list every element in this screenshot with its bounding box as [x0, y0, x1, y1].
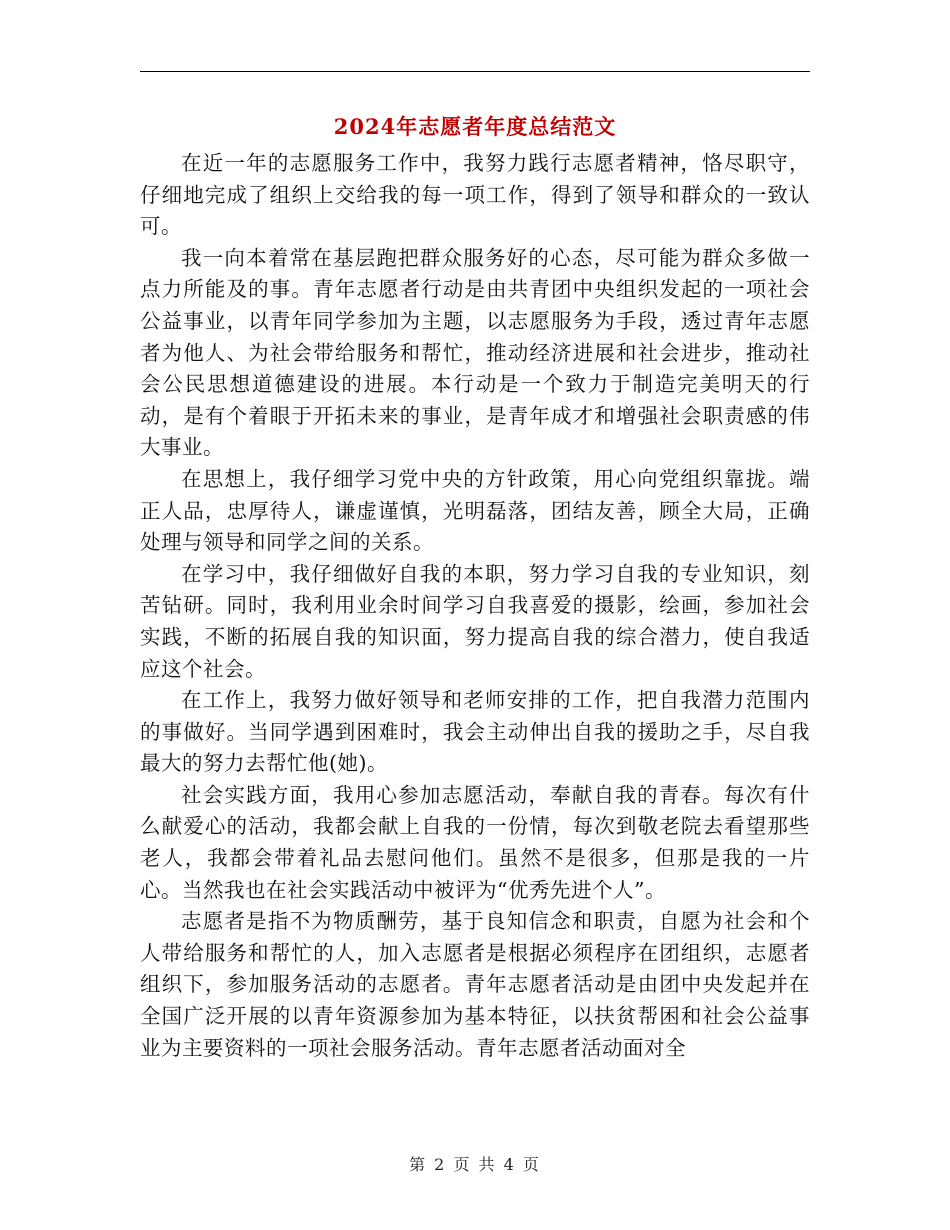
header-rule — [140, 71, 810, 72]
document-body — [140, 148, 810, 1064]
paragraph: 在学习中，我仔细做好自我的本职，努力学习自我的专业知识，刻苦钻研。同时，我利用业余时间学习自我喜爱的摄影，绘画，参加社会实践，不断的拓展自我的知识面，努力提高自我的综合潜力，使自我适应这个社会。 — [140, 561, 810, 681]
paragraph: 社会实践方面，我用心参加志愿活动，奉献自我的青春。每次有什么献爱心的活动，我都会献上自我的一份情，每次到敬老院去看望那些老人，我都会带着礼品去慰问他们。虽然不是很多，但那是我的一片心。当然我也在社会实践活动中被评为“优秀先进个人”。 — [140, 782, 810, 902]
paragraph: 在思想上，我仔细学习党中央的方针政策，用心向党组织靠拢。端正人品，忠厚待人，谦虚谨慎，光明磊落，团结友善，顾全大局，正确处理与领导和同学之间的关系。 — [140, 466, 810, 555]
paragraph: 我一向本着常在基层跑把群众服务好的心态，尽可能为群众多做一点力所能及的事。青年志愿者行动是由共青团中央组织发起的一项社会公益事业，以青年同学参加为主题，以志愿服务为手段，透过青年志愿者为他人、为社会带给服务和帮忙，推动经济进展和社会进步，推动社会公民思想道德建设的进展。本行动是一个致力于制造完美明天的行动，是有个着眼于开拓未来的事业，是青年成才和增强社会职责感的伟大事业。 — [140, 245, 810, 460]
page-number-footer: 第 2 页 共 4 页 — [409, 1155, 541, 1174]
document-title: 2024年志愿者年度总结范文 — [333, 114, 617, 139]
paragraph: 志愿者是指不为物质酬劳，基于良知信念和职责，自愿为社会和个人带给服务和帮忙的人，加入志愿者是根据必须程序在团组织，志愿者组织下，参加服务活动的志愿者。青年志愿者活动是由团中央发起并在全国广泛开展的以青年资源参加为基本特征，以扶贫帮困和社会公益事业为主要资料的一项社会服务活动。青年志愿者活动面对全 — [140, 909, 810, 1060]
paragraph: 在近一年的志愿服务工作中，我努力践行志愿者精神，恪尽职守，仔细地完成了组织上交给我的每一项工作，得到了领导和群众的一致认可。 — [140, 151, 810, 239]
paragraph: 在工作上，我努力做好领导和老师安排的工作，把自我潜力范围内的事做好。当同学遇到困难时，我会主动伸出自我的援助之手，尽自我最大的努力去帮忙他(她)。 — [140, 688, 810, 776]
